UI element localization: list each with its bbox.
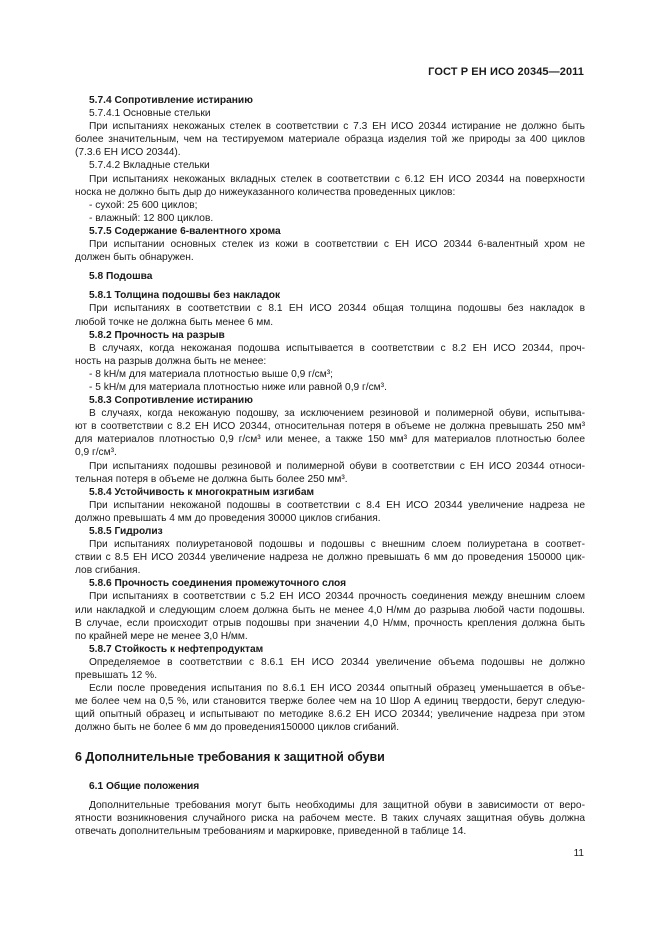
text-line: 0,9 г/см³. — [75, 447, 117, 459]
heading-5-8-6: 5.8.6 Прочность соединения промежуточного слоя — [89, 578, 347, 590]
heading-5-7-5: 5.7.5 Содержание 6-валентного хрома — [89, 225, 281, 237]
subheading-5-7-4-2: 5.7.4.2 Вкладные стельки — [89, 160, 210, 172]
text-line: лов сгибания. — [75, 565, 141, 577]
heading-section-6: 6 Дополнительные требования к защитной обуви — [75, 749, 385, 764]
heading-5-8-5: 5.8.5 Гидролиз — [89, 526, 163, 537]
text-line: более значительным, чем на тестируемом материале образца изделия той же природы за 400 циклов — [75, 134, 585, 146]
text-line: При испытаниях некожаных вкладных стелек в соответствии с 6.12 ЕН ИСО 20344 на поверхности — [89, 173, 585, 185]
text-line: (7.3.6 ЕН ИСО 20344). — [75, 147, 181, 159]
text-line: или накладкой и следующим слоем должна быть не менее 4,0 Н/мм до разрыва любой части подошвы. — [75, 604, 585, 616]
list-item: - 5 kH/м для материала плотностью ниже или равной 0,9 г/см³. — [89, 381, 387, 393]
text-line: носка не должно быть дыр до нижеуказанного количества проведенных циклов: — [75, 186, 456, 198]
text-line: любой точке не должна быть менее 6 мм. — [75, 316, 274, 328]
list-item: - сухой: 25 600 циклов; — [89, 199, 198, 211]
text-line: превышать 12 %. — [75, 670, 158, 682]
subheading-5-7-4-1: 5.7.4.1 Основные стельки — [89, 108, 211, 120]
text-line: щий опытный образец и испытывают по методике 8.6.2 ЕН ИСО 20344; увеличение надреза при этом — [75, 709, 585, 721]
heading-6-1: 6.1 Общие положения — [89, 780, 200, 792]
text-line: При испытаниях подошвы резиновой и полимерной обуви в соответствии с ЕН ИСО 20344 относи- — [89, 460, 585, 472]
text-line: ме более чем на 0,5 %, или становится тверже более чем на 10 Шор А единиц твердости, берут следую- — [75, 696, 585, 708]
text-line: ность на разрыв должна быть не менее: — [75, 355, 267, 367]
text-line: должен быть обнаружен. — [75, 252, 194, 264]
text-line: для материалов плотностью 0,9 г/см³ или менее, а также 150 мм³ для материалов плотностью более — [75, 434, 585, 446]
text-line: отвечать дополнительным требованиям и маркировке, приведенной в таблице 14. — [75, 825, 467, 837]
page-number: 11 — [573, 848, 584, 859]
heading-5-7-4: 5.7.4 Сопротивление истиранию — [89, 95, 253, 106]
heading-5-8-4: 5.8.4 Устойчивость к многократным изгибам — [89, 486, 315, 498]
text-line: Дополнительные требования могут быть необходимы для защитной обуви в зависимости от веро- — [89, 799, 585, 811]
text-line: должно быть не более 6 мм до проведения150000 циклов сгибаний. — [75, 722, 400, 734]
document-header: ГОСТ Р ЕН ИСО 20345—2011 — [428, 66, 584, 78]
text-line: ятности возникновения случайного риска на рабочем месте. В таких случаях защитная обувь должна — [75, 812, 585, 824]
list-item: - 8 kH/м для материала плотностью выше 0,9 г/см³; — [89, 368, 333, 380]
text-line: должно превышать 4 мм до проведения 30000 циклов сгибания. — [75, 512, 381, 524]
heading-5-8-3: 5.8.3 Сопротивление истиранию — [89, 395, 253, 407]
text-line: При испытаниях в соответствии с 8.1 ЕН ИСО 20344 общая толщина подошвы без накладок в — [89, 303, 585, 315]
heading-5-8-2: 5.8.2 Прочность на разрыв — [89, 329, 225, 341]
text-line: При испытании некожаной подошвы в соответствии с 8.4 ЕН ИСО 20344 увеличение надреза не — [89, 499, 585, 511]
list-item: - влажный: 12 800 циклов. — [89, 212, 214, 224]
heading-5-8-7: 5.8.7 Стойкость к нефтепродуктам — [89, 643, 264, 655]
text-line: тельная потеря в объеме не должна быть более 250 мм³. — [75, 473, 348, 485]
text-line: Если после проведения испытания по 8.6.1 ЕН ИСО 20344 опытный образец уменьшается в объе- — [89, 683, 585, 695]
text-line: по крайней мере не менее 3,0 Н/мм. — [75, 630, 248, 642]
text-line: В случаях, когда некожаную подошву, за исключением резиновой и полимерной обуви, испытыва- — [89, 408, 585, 420]
text-line: В случае, если происходит отрыв подошвы при значении 4,0 Н/мм, прочность крепления должна быть — [75, 617, 585, 629]
text-line: Определяемое в соответствии с 8.6.1 ЕН ИСО 20344 увеличение объема подошвы не должно — [89, 656, 585, 668]
text-line: При испытаниях полиуретановой подошвы и подошвы с внешним слоем полиуретана в соответ- — [89, 539, 585, 551]
text-line: При испытаниях в соответствии с 5.2 ЕН ИСО 20344 прочность соединения между внешним слоем — [89, 591, 585, 603]
text-line: При испытаниях некожаных стелек в соответствии с 7.3 ЕН ИСО 20344 истирание не должно быть — [89, 121, 585, 133]
text-line: В случаях, когда некожаная подошва испытывается в соответствии с 8.2 ЕН ИСО 20344, проч- — [89, 342, 585, 354]
text-line: ют в соответствии с 8.2 ЕН ИСО 20344, относительная потеря в объеме не должна превышать 250 мм³ — [75, 421, 585, 433]
document-body — [75, 94, 585, 838]
heading-5-8-1: 5.8.1 Толщина подошвы без накладок — [89, 290, 281, 302]
heading-5-8: 5.8 Подошва — [89, 271, 153, 283]
text-line: При испытании основных стелек из кожи в соответствии с ЕН ИСО 20344 6-валентный хром не — [89, 239, 585, 251]
text-line: ствии с 8.5 ЕН ИСО 20344 увеличение надреза не должно превышать 6 мм до проведения 150000 цик- — [75, 552, 585, 564]
